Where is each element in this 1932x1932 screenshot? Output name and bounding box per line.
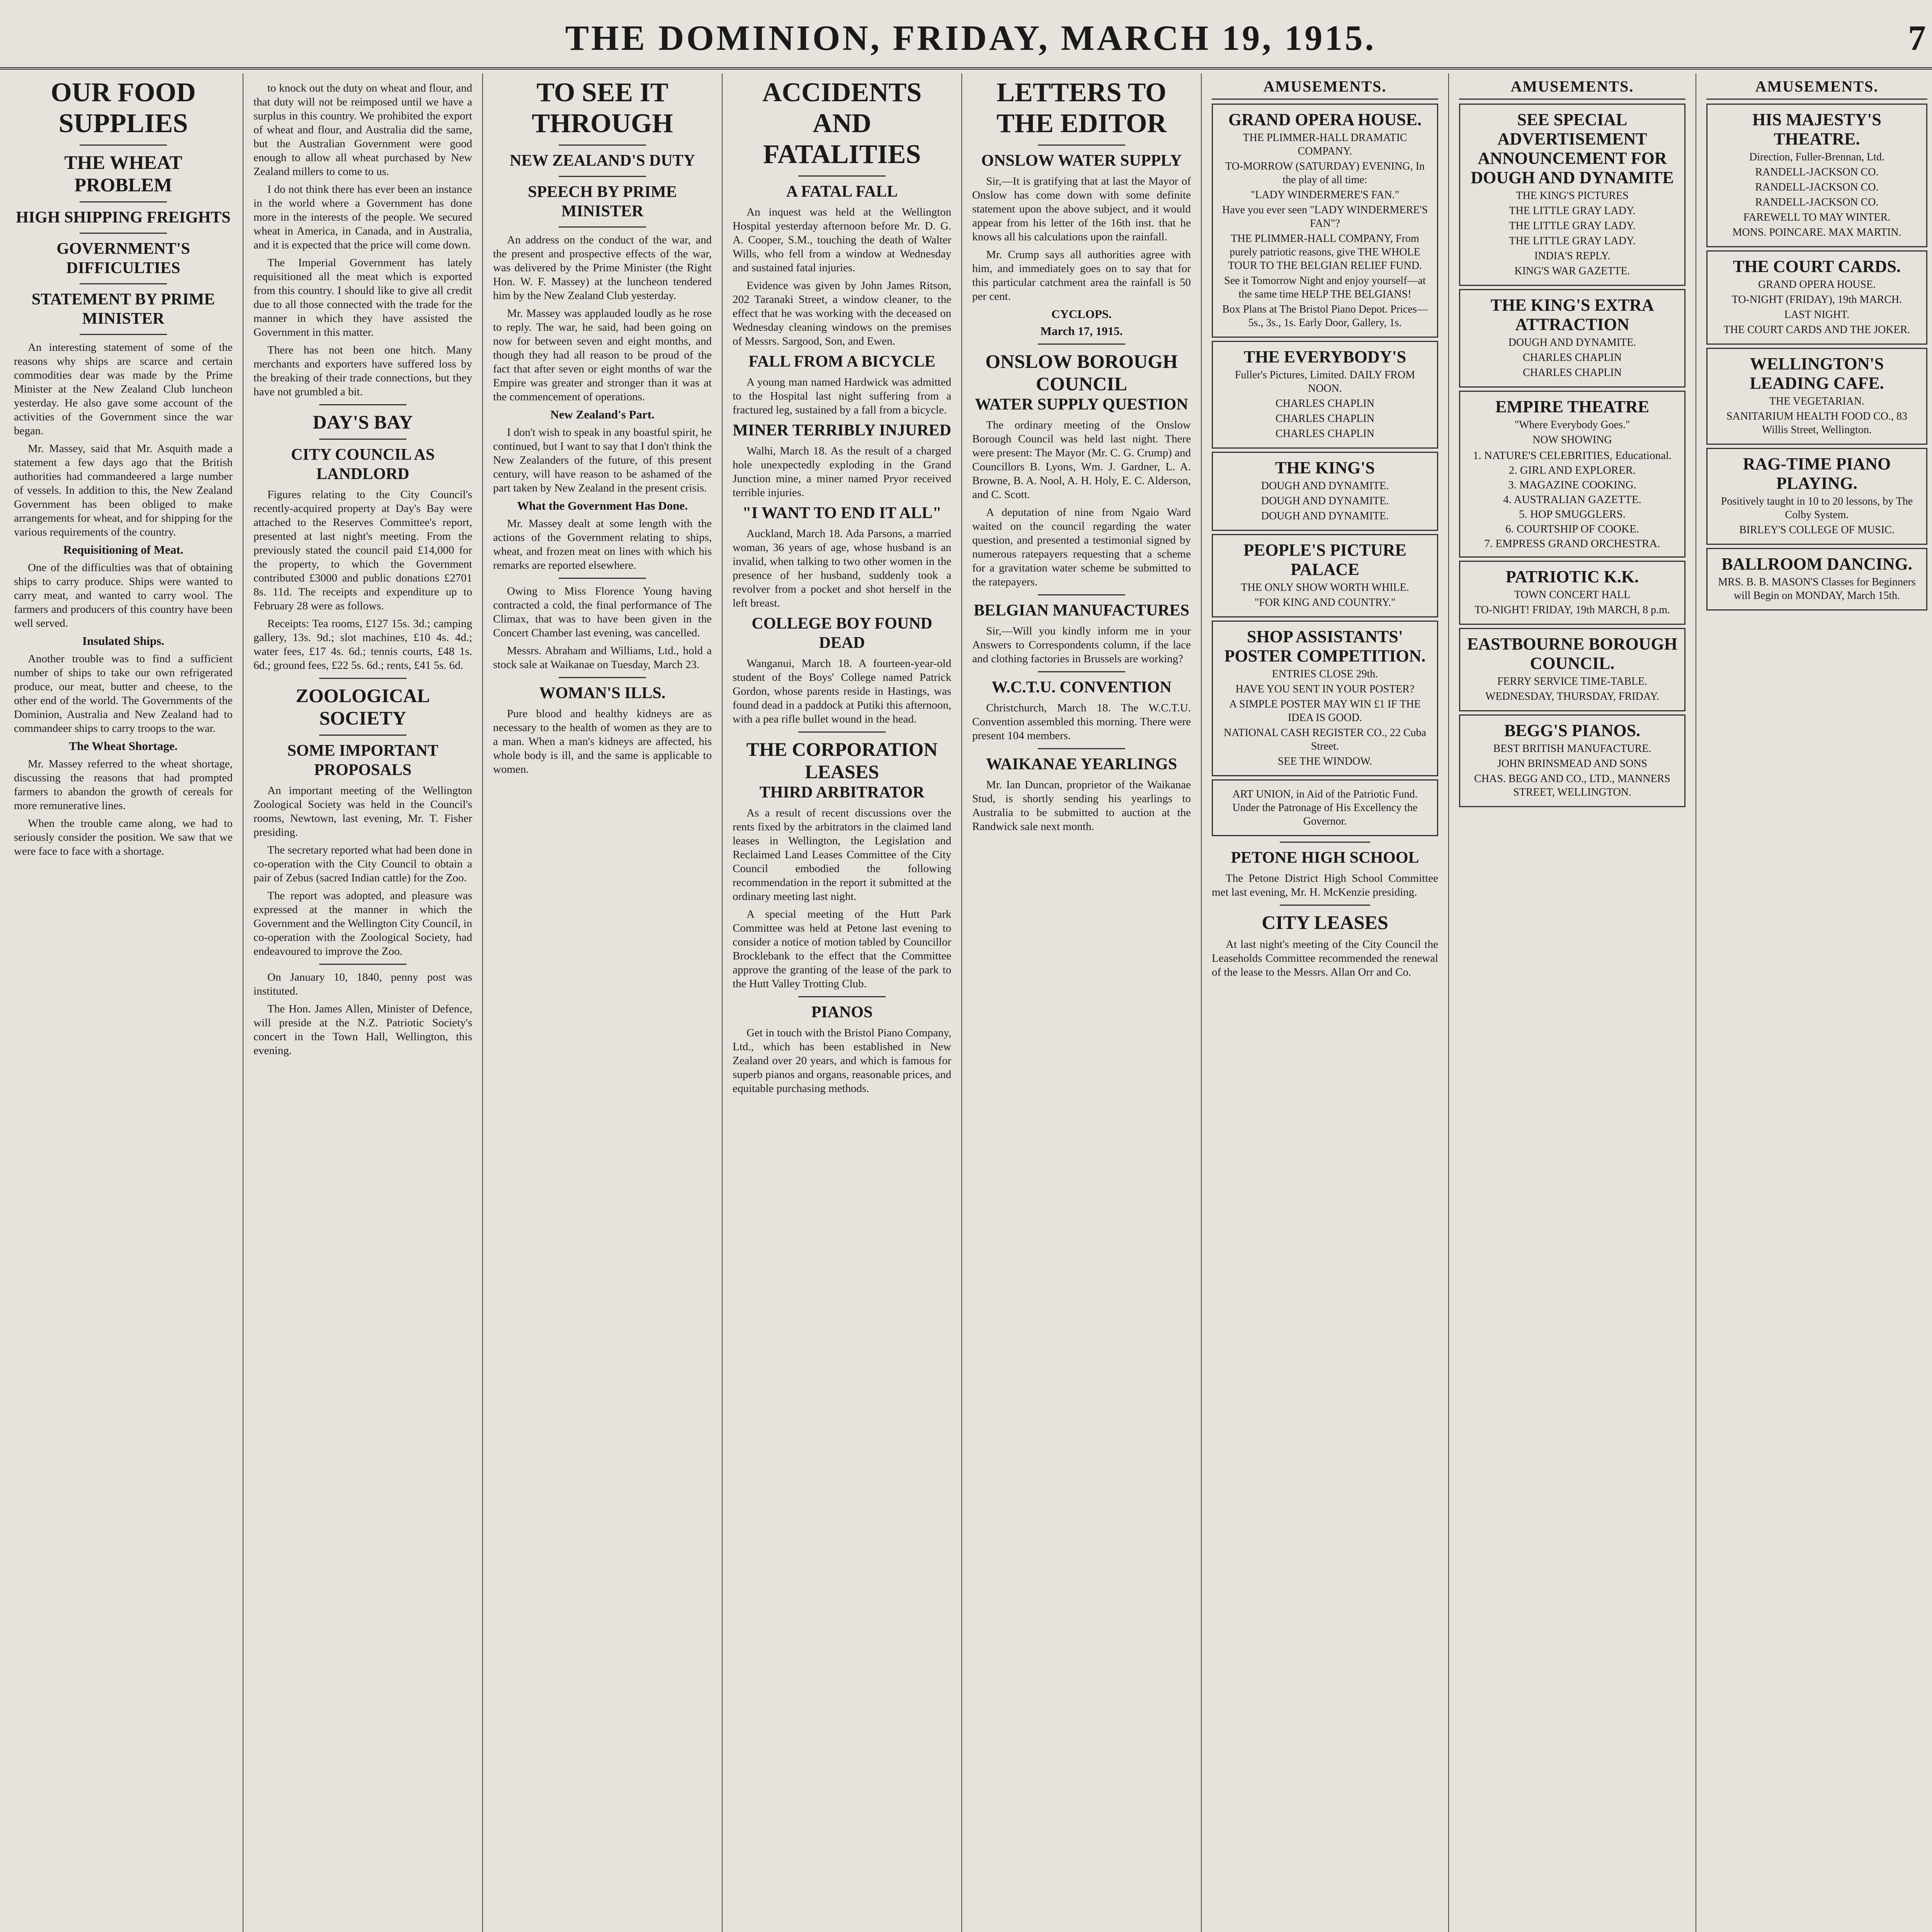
article-paragraph: Pure blood and healthy kidneys are as necessary to the health of women as they are to a man. When a man's kidneys are affected, his whole body is ill, and the same is applicable to women. [493, 707, 712, 776]
subheadline: BELGIAN MANUFACTURES [973, 602, 1190, 619]
ad-title: SEE SPECIAL ADVERTISEMENT ANNOUNCEMENT FOR DOUGH AND DYNAMITE [1471, 110, 1674, 187]
program-item: 7. EMPRESS GRAND ORCHESTRA. [1484, 537, 1660, 550]
ad-line: CHARLES CHAPLIN [1276, 428, 1374, 440]
ad-line: TOWN CONCERT HALL [1514, 589, 1631, 601]
headline: ONSLOW BOROUGH COUNCIL [985, 350, 1178, 395]
column-5 [962, 73, 1202, 1932]
advertisement [1459, 561, 1685, 625]
article-paragraph: One of the difficulties was that of obtaining ships to carry produce. Ships were wanted to carry meat, and wanted to carry wool. The farmers and producers of this country have been well served. [14, 561, 233, 629]
ad-line: THE KING'S PICTURES [1516, 190, 1629, 202]
ad-line: ENTRIES CLOSE 29th. [1272, 668, 1378, 680]
ad-line: SEE THE WINDOW. [1277, 755, 1372, 767]
ad-line: Have you ever seen "LADY WINDERMERE'S FAN"? [1222, 204, 1428, 230]
section-label: AMUSEMENTS. [1459, 77, 1685, 100]
article-paragraph: Evidence was given by John James Ritson, 202 Taranaki Street, a window cleaner, to the effect that he was working with the deceased on Wednesday cleaning windows on the premises of Messrs. Sargood, Son, and Ewen. [733, 279, 951, 347]
ad-line: CHARLES CHAPLIN [1523, 352, 1622, 364]
ad-line: DOUGH AND DYNAMITE. [1508, 337, 1636, 349]
advertisement [1459, 104, 1685, 286]
subheadline: "I WANT TO END IT ALL" [742, 504, 942, 522]
ad-line: CHARLES CHAPLIN [1523, 367, 1622, 379]
letter-signature: CYCLOPS. [1051, 307, 1112, 321]
column-3 [483, 73, 723, 1932]
ad-title: RAG-TIME PIANO PLAYING. [1743, 454, 1891, 493]
article-paragraph: A deputation of nine from Ngaio Ward waited on the council regarding the water question, and presented a testimonial signed by numerous ratepayers requesting that a scheme for a gravitation water scheme be submitted to the ratepayers. [972, 506, 1191, 588]
ad-line: MONS. POINCARE. MAX MARTIN. [1732, 226, 1901, 238]
letter-paragraph: Sir,—Will you kindly inform me in your Answers to Correspondents column, if the lace and clothing factories in Brussels are working? [972, 625, 1191, 665]
article-paragraph: to knock out the duty on wheat and flour, and that duty will not be reimposed until we have a surplus in this country. We prohibited the export of wheat and flour, and Australia did the same, but the Australian Government were good enough to allow all wheat purchased by New Zealand millers to come to us. [253, 82, 472, 178]
article-paragraph: Wanganui, March 18. A fourteen-year-old student of the Boys' College named Patrick Gordon, whose parents reside in Hastings, was found dead in a paddock at Putiki this afternoon, with a pea rifle bullet wound in the head. [733, 657, 951, 725]
article-paragraph: The Petone District High School Committee met last evening, Mr. H. McKenzie presiding. [1212, 872, 1438, 898]
ad-line: NATIONAL CASH REGISTER CO., 22 Cuba Street. [1224, 727, 1426, 752]
subheadline: WAIKANAE YEARLINGS [986, 755, 1177, 773]
headline: ZOOLOGICAL SOCIETY [296, 685, 430, 729]
subheadline: CITY COUNCIL AS LANDLORD [291, 446, 435, 483]
advertisement [1212, 779, 1438, 836]
subheadline: COLLEGE BOY FOUND DEAD [752, 615, 932, 652]
ad-line: THE PLIMMER-HALL DRAMATIC COMPANY. [1243, 132, 1407, 157]
ad-line: LAST NIGHT. [1784, 309, 1850, 321]
subheadline: THIRD ARBITRATOR [759, 784, 925, 801]
article-paragraph: The Hon. James Allen, Minister of Defence, will preside at the N.Z. Patriotic Society's concert in the Town Hall, Wellington, this evening. [253, 1003, 472, 1057]
advertisement [1459, 391, 1685, 558]
ad-line: TO-NIGHT! FRIDAY, 19th MARCH, 8 p.m. [1475, 604, 1670, 616]
article-paragraph: I don't wish to speak in any boastful spirit, he continued, but I want to say that I don't think the New Zealanders of the future, of this present century, will have reason to be ashamed of the part taken by New Zealand in the present crisis. [493, 426, 712, 494]
ad-line: RANDELL-JACKSON CO. [1755, 196, 1879, 208]
program-list [1466, 448, 1678, 551]
article-paragraph: Get in touch with the Bristol Piano Company, Ltd., which has been established in New Zealand over 20 years, and which is famous for superb pianos and organs, reasonable prices, and equitable purchasing methods. [733, 1027, 951, 1095]
headline: DAY'S BAY [313, 411, 413, 433]
ad-title: HIS MAJESTY'S THEATRE. [1752, 110, 1881, 148]
ad-line: "FOR KING AND COUNTRY." [1254, 597, 1396, 609]
ad-title: PEOPLE'S PICTURE PALACE [1243, 541, 1406, 579]
ad-line: MRS. B. B. MASON'S Classes for Beginners will Begin on MONDAY, March 15th. [1718, 576, 1916, 602]
article-paragraph: Mr. Massey dealt at some length with the actions of the Government relating to ships, wheat, and frozen meat on lines with which his remarks are reported elsewhere. [493, 517, 712, 571]
subheadline: HIGH SHIPPING FREIGHTS [16, 209, 231, 226]
ad-line: BEST BRITISH MANUFACTURE. [1493, 743, 1651, 755]
advertisement [1706, 250, 1927, 345]
ad-line: JOHN BRINSMEAD AND SONS [1497, 758, 1648, 770]
article-paragraph: Messrs. Abraham and Williams, Ltd., hold a stock sale at Waikanae on Tuesday, March 23. [493, 645, 712, 671]
headline: ACCIDENTS AND FATALITIES [762, 78, 922, 169]
ad-title: BALLROOM DANCING. [1721, 554, 1912, 573]
ad-line: THE LITTLE GRAY LADY. [1509, 220, 1636, 232]
article-paragraph: There has not been one hitch. Many merchants and exporters have suffered loss by the breaking of their trade connections, but they have not grumbled a bit. [253, 344, 472, 398]
article-paragraph: Christchurch, March 18. The W.C.T.U. Convention assembled this morning. There were present 104 members. [972, 702, 1191, 742]
column-7 [1449, 73, 1696, 1932]
subheadline: WOMAN'S ILLS. [539, 684, 666, 702]
advertisement [1212, 452, 1438, 531]
ad-line: WEDNESDAY, THURSDAY, FRIDAY. [1485, 690, 1659, 702]
letter-paragraph: Sir,—It is gratifying that at last the Mayor of Onslow has come down with some definite statement upon the above subject, and it would appear from his letter of the 16th inst. that he knows all his calculations upon the rainfall. [972, 175, 1191, 243]
advertisement [1459, 628, 1685, 711]
subheadline: A FATAL FALL [786, 183, 898, 201]
ad-title: THE EVERYBODY'S [1243, 347, 1406, 366]
ad-title: EMPIRE THEATRE [1495, 397, 1650, 416]
ad-line: THE LITTLE GRAY LADY. [1509, 235, 1636, 247]
ad-title: THE KING'S [1275, 458, 1375, 477]
ad-line: See it Tomorrow Night and enjoy yourself—at the same time HELP THE BELGIANS! [1224, 275, 1426, 300]
section-subhead: Insulated Ships. [82, 634, 164, 648]
section-subhead: Requisitioning of Meat. [63, 543, 184, 556]
masthead [0, 0, 1932, 70]
ad-line: CHAS. BEGG AND CO., LTD., MANNERS STREET, WELLINGTON. [1474, 773, 1670, 798]
advertisement [1706, 348, 1927, 445]
masthead-title: THE DOMINION, FRIDAY, MARCH 19, 1915. [565, 18, 1376, 58]
section-subhead: New Zealand's Part. [550, 408, 655, 421]
article-paragraph: Receipts: Tea rooms, £127 15s. 3d.; camping gallery, 13s. 9d.; slot machines, £10 4s. 4d.; water fees, £17 4s. 6d.; tennis courts, £48 1s. 6d.; ground fees, £22 5s. 6d.; rents, £41 5s. 6d. [253, 617, 472, 672]
section-subhead: What the Government Has Done. [517, 499, 688, 512]
ad-line: THE VEGETARIAN. [1769, 395, 1865, 407]
section-label: AMUSEMENTS. [1706, 77, 1927, 100]
subheadline: SOME IMPORTANT PROPOSALS [287, 742, 439, 779]
ad-line: Box Plans at The Bristol Piano Depot. Prices—5s., 3s., 1s. Early Door, Gallery, 1s. [1222, 303, 1428, 329]
article-paragraph: The ordinary meeting of the Onslow Borough Council was held last night. There were present: The Mayor (Mr. C. G. Crump) and Councillors B. Lyons, Wm. J. Gardner, L. A. Browne, B. A. Nool, A. H. Holy, E. C. Alderson, and C. Scott. [972, 419, 1191, 501]
article-paragraph: An inquest was held at the Wellington Hospital yesterday afternoon before Mr. D. G. A. Cooper, S.M., touching the death of Walter Wills, who fell from a window at Wednesday and sustained fatal injuries. [733, 206, 951, 274]
ad-title: GRAND OPERA HOUSE. [1228, 110, 1422, 129]
advertisement [1212, 104, 1438, 338]
article-paragraph: As a result of recent discussions over the rents fixed by the arbitrators in the claimed land leases in Wellington, the Legislation and Reclaimed Land Leases Committee of the City Council embodied the following recommendation in the report it submitted at the ordinary meeting last night. [733, 807, 951, 903]
article-paragraph: Figures relating to the City Council's recently-acquired property at Day's Bay were attached to the Reserves Committee's report, presented at last night's meeting. From the previously stated the council paid £14,000 for the property, to which the Government contributed £3000 and public donations £2701 8s. 11d. The receipts and expenditure up to February 28 were as follows. [253, 488, 472, 612]
ad-line: NOW SHOWING [1532, 434, 1612, 446]
ad-line: FAREWELL TO MAY WINTER. [1743, 211, 1891, 223]
program-item: 2. GIRL AND EXPLORER. [1509, 464, 1636, 476]
article-paragraph: Walhi, March 18. As the result of a charged hole unexpectedly exploding in the Grand Junction mine, a miner named Pryor received terrible injuries. [733, 445, 951, 499]
ad-line: "Where Everybody Goes." [1514, 419, 1630, 431]
advertisement [1706, 104, 1927, 247]
subheadline: THE WHEAT PROBLEM [64, 151, 182, 196]
ad-line: THE COURT CARDS AND THE JOKER. [1723, 324, 1910, 336]
headline: TO SEE IT THROUGH [532, 78, 673, 138]
ad-line: DOUGH AND DYNAMITE. [1261, 510, 1389, 522]
article-paragraph: Auckland, March 18. Ada Parsons, a married woman, 36 years of age, whose husband is an invalid, when talking to two other women in the presence of her husband, suddenly took a revolver from a pocket and shot herself in the left breast. [733, 527, 951, 609]
advertisement [1212, 621, 1438, 776]
subheadline: NEW ZEALAND'S DUTY [510, 152, 695, 170]
article-paragraph: A young man named Hardwick was admitted to the Hospital last night suffering from a fractured leg, sustained by a fall from a bicycle. [733, 376, 951, 416]
program-item: 1. NATURE'S CELEBRITIES, Educational. [1473, 449, 1672, 462]
program-item: 4. AUSTRALIAN GAZETTE. [1503, 493, 1641, 506]
article-paragraph: An interesting statement of some of the reasons why ships are scarce and certain commodities dear was made by the Prime Minister at the New Zealand Club luncheon yesterday. He also gave some account of the activities of the Government since the war began. [14, 341, 233, 437]
column-8 [1696, 73, 1932, 1932]
ad-line: HAVE YOU SENT IN YOUR POSTER? [1235, 683, 1415, 695]
ad-title: THE COURT CARDS. [1733, 257, 1901, 276]
headline: LETTERS TO THE EDITOR [996, 78, 1167, 138]
ad-line: ART UNION, in Aid of the Patriotic Fund. Under the Patronage of His Excellency the Governor. [1232, 788, 1418, 827]
column-2 [243, 73, 483, 1932]
ad-title: PATRIOTIC K.K. [1505, 567, 1639, 586]
ad-line: DOUGH AND DYNAMITE. [1261, 480, 1389, 492]
article-paragraph: Mr. Massey referred to the wheat shortage, discussing the reasons that had prompted farmers to abandon the growth of cereals for more remunerative lines. [14, 758, 233, 812]
ad-line: RANDELL-JACKSON CO. [1755, 181, 1879, 193]
subheadline: ONSLOW WATER SUPPLY [981, 152, 1182, 170]
headline: THE CORPORATION LEASES [746, 738, 938, 782]
article-paragraph: The secretary reported what had been done in co-operation with the City Council to obtain a pair of Zebus (sacred Indian cattle) for the Zoo. [253, 844, 472, 884]
subheadline: GOVERNMENT'S DIFFICULTIES [56, 240, 190, 277]
article-paragraph: Owing to Miss Florence Young having contracted a cold, the final performance of The Climax, that was to have been given in the Concert Chamber last evening, was cancelled. [493, 585, 712, 639]
ad-line: A SIMPLE POSTER MAY WIN £1 IF THE IDEA IS GOOD. [1229, 698, 1421, 724]
program-item: 6. COURTSHIP OF COOKE. [1505, 523, 1639, 535]
page-number: 7 [1908, 18, 1926, 58]
advertisement [1459, 714, 1685, 807]
subheadline: FALL FROM A BICYCLE [748, 353, 935, 371]
headline: OUR FOOD SUPPLIES [51, 78, 196, 138]
article-paragraph: The report was adopted, and pleasure was expressed at the manner in which the Government and the Wellington City Council, in co-operation with the Zoological Society, had endeavoured to improve the Zoo. [253, 889, 472, 957]
ad-title: SHOP ASSISTANTS' POSTER COMPETITION. [1224, 627, 1426, 665]
article-paragraph: Mr. Massey, said that Mr. Asquith made a statement a few days ago that the British authorities had commandeered a large number of vessels. In addition to this, the New Zealand Government has been obliged to make arrangements for wheat, and for shipping for the various requirements of the country. [14, 442, 233, 538]
article-paragraph: An important meeting of the Wellington Zoological Society was held in the Council's rooms, Newtown, last evening, Mr. T. Fisher presiding. [253, 784, 472, 838]
advertisement [1212, 534, 1438, 617]
letter-date: March 17, 1915. [1040, 324, 1123, 338]
subheadline: STATEMENT BY PRIME MINISTER [31, 291, 215, 328]
article-paragraph: When the trouble came along, we had to seriously consider the position. We saw that we were face to face with a shortage. [14, 817, 233, 857]
section-subhead: The Wheat Shortage. [69, 739, 178, 753]
article-paragraph: Another trouble was to find a sufficient number of ships to take our own refrigerated produce, our meat, butter and cheese, to the other end of the world. The Governments of the Dominion, Australia and New Zealand had to commandeer ships to carry troops to the war. [14, 653, 233, 735]
program-item: 5. HOP SMUGGLERS. [1519, 508, 1626, 520]
ad-title: WELLINGTON'S LEADING CAFE. [1750, 354, 1884, 393]
article-paragraph: Mr. Ian Duncan, proprietor of the Waikanae Stud, is shortly sending his yearlings to Australia to be submitted to auction at the Randwick sale next month. [972, 779, 1191, 833]
advertisement [1459, 289, 1685, 388]
article-paragraph: A special meeting of the Hutt Park Committee was held at Petone last evening to consider a notice of motion tabled by Councillor Brocklebank to the effect that the Committee approve the granting of the lease of the park to the Hutt Valley Trotting Club. [733, 908, 951, 990]
advertisement [1706, 448, 1927, 545]
ad-line: KING'S WAR GAZETTE. [1514, 265, 1630, 277]
subheadline: PIANOS [811, 1003, 873, 1021]
article-paragraph: The Imperial Government has lately requisitioned all the meat which is exported from this country. I should like to give all credit due to all those connected with the trade for the manner in which they have assisted the Government in this matter. [253, 257, 472, 338]
ad-line: TO-NIGHT (FRIDAY), 19th MARCH. [1731, 294, 1902, 306]
ad-title: EASTBOURNE BOROUGH COUNCIL. [1467, 634, 1677, 673]
article-paragraph: I do not think there has ever been an instance in the world where a Government has done more in the interests of the people. We secured wheat in America, in Canada, and in Australia, and it is expected that the price will come down. [253, 183, 472, 251]
ad-line: CHARLES CHAPLIN [1276, 398, 1374, 410]
ad-line: BIRLEY'S COLLEGE OF MUSIC. [1739, 524, 1895, 536]
column-1 [4, 73, 243, 1932]
headline: CITY LEASES [1262, 912, 1388, 933]
subheadline: W.C.T.U. CONVENTION [992, 679, 1172, 696]
article-paragraph: An address on the conduct of the war, and the present and prospective effects of the war, was delivered by the Prime Minister (the Right Hon. W. F. Massey) at the luncheon tendered him by the New Zealand Club yesterday. [493, 234, 712, 302]
ad-line: DOUGH AND DYNAMITE. [1261, 495, 1389, 507]
column-4 [723, 73, 962, 1932]
ad-line: Positively taught in 10 to 20 lessons, by The Colby System. [1721, 495, 1913, 521]
ad-line: "LADY WINDERMERE'S FAN." [1250, 189, 1400, 201]
column-6 [1202, 73, 1449, 1932]
ad-line: INDIA'S REPLY. [1534, 250, 1611, 262]
ad-line: TO-MORROW (SATURDAY) EVENING, In the play of all time: [1225, 160, 1425, 186]
ad-line: Fuller's Pictures, Limited. DAILY FROM NOON. [1235, 369, 1415, 395]
subheadline: WATER SUPPLY QUESTION [975, 396, 1188, 413]
ad-title: BEGG'S PIANOS. [1504, 721, 1641, 740]
letter-paragraph: Mr. Crump says all authorities agree with him, and immediately goes on to say that for this particular catchment area the rainfall is 50 per cent. [972, 248, 1191, 303]
ad-line: CHARLES CHAPLIN [1276, 413, 1374, 425]
ad-line: THE LITTLE GRAY LADY. [1509, 205, 1636, 217]
subheadline: MINER TERRIBLY INJURED [733, 422, 951, 439]
program-item: 3. MAGAZINE COOKING. [1508, 479, 1636, 491]
advertisement [1706, 548, 1927, 611]
section-label: AMUSEMENTS. [1212, 77, 1438, 100]
advertisement [1212, 341, 1438, 449]
ad-line: THE PLIMMER-HALL COMPANY, From purely patriotic reasons, give THE WHOLE TOUR TO THE BELGIAN RELIEF FUND. [1228, 233, 1422, 272]
ad-line: THE ONLY SHOW WORTH WHILE. [1241, 582, 1409, 594]
ad-line: SANITARIUM HEALTH FOOD CO., 83 Willis Street, Wellington. [1726, 410, 1908, 436]
ad-line: Direction, Fuller-Brennan, Ltd. [1749, 151, 1885, 163]
ad-line: RANDELL-JACKSON CO. [1755, 166, 1879, 178]
article-paragraph: At last night's meeting of the City Council the Leaseholds Committee recommended the renewal of the lease to the Messrs. Allan Orr and Co. [1212, 938, 1438, 978]
subheadline: SPEECH BY PRIME MINISTER [528, 183, 677, 220]
article-paragraph: Mr. Massey was applauded loudly as he rose to reply. The war, he said, had been going on now for between seven and eight months, and though they had all reason to be proud of the fact that after seven or eight months of war the Empire was greater and stronger than it was at the commencement of operations. [493, 307, 712, 403]
article-paragraph: On January 10, 1840, penny post was instituted. [253, 971, 472, 997]
ad-title: THE KING'S EXTRA ATTRACTION [1490, 296, 1654, 334]
ad-line: GRAND OPERA HOUSE. [1758, 279, 1876, 291]
subheadline: PETONE HIGH SCHOOL [1231, 849, 1419, 867]
ad-line: FERRY SERVICE TIME-TABLE. [1497, 675, 1648, 687]
